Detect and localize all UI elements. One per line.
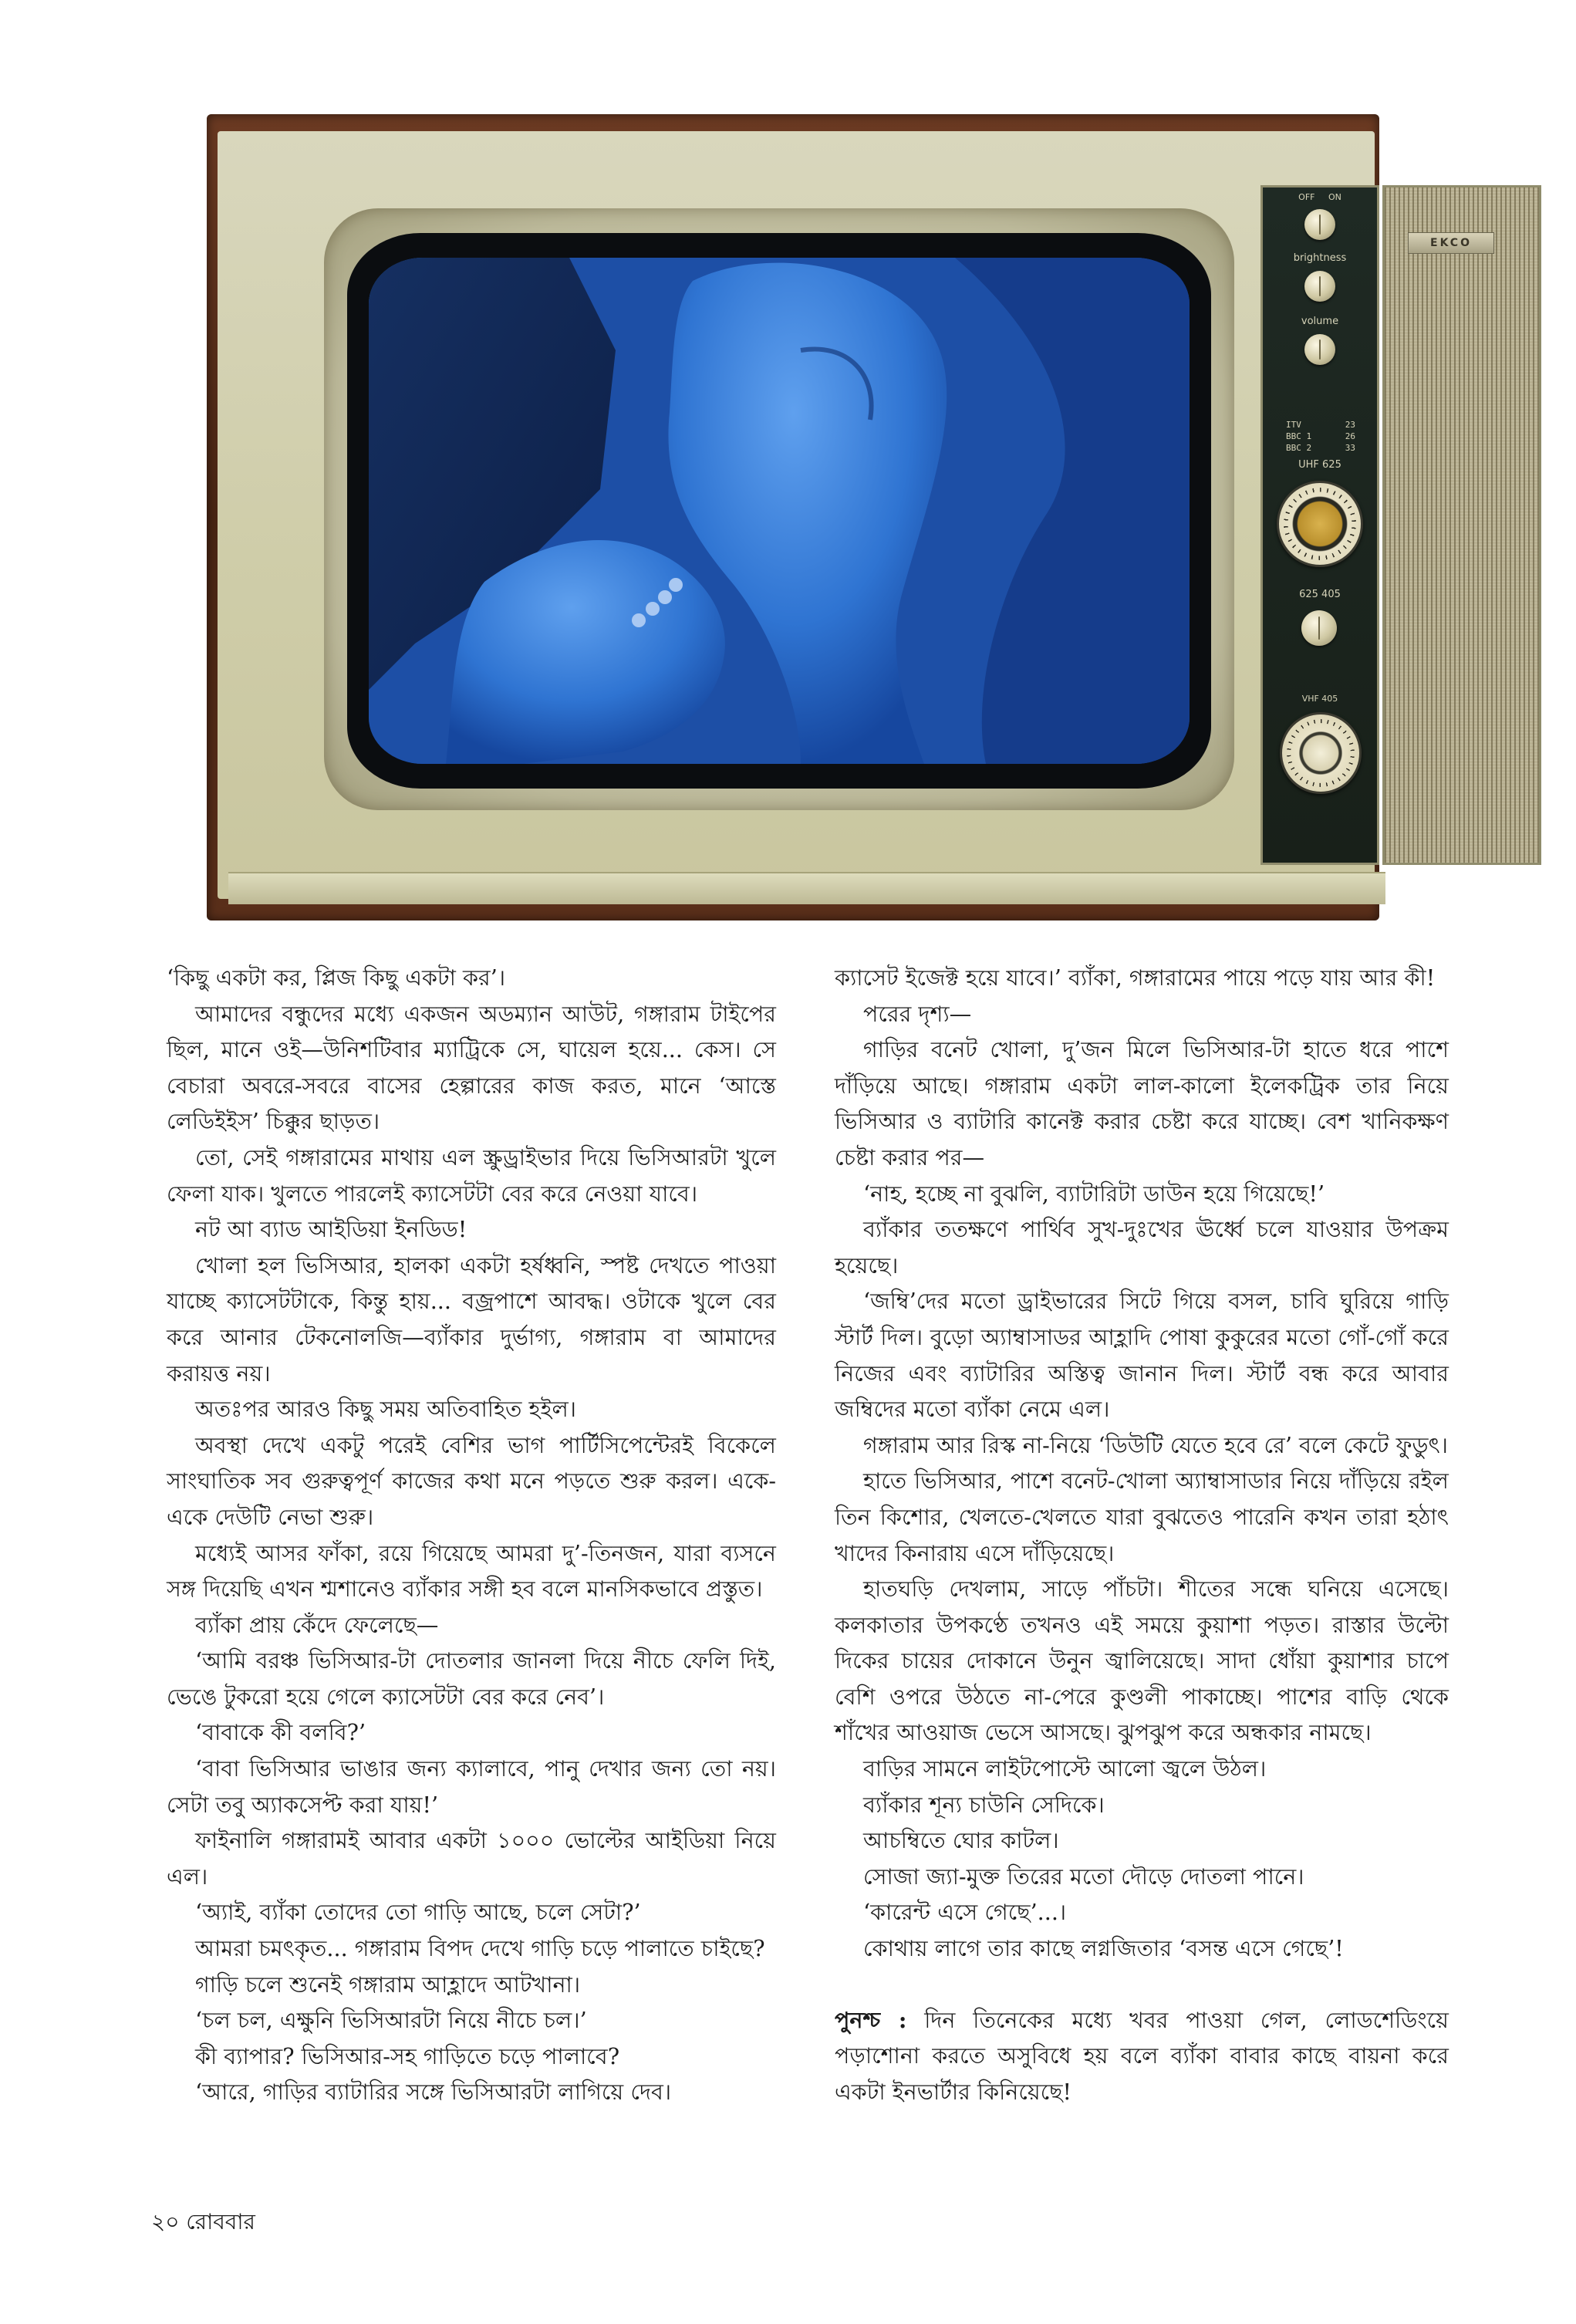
paragraph: ক্যাসেট ইজেক্ট হয়ে যাবে।’ ব্যাঁকা, গঙ্গারামের পায়ে পড়ে যায় আর কী! — [835, 964, 1436, 991]
control-panel — [1260, 185, 1379, 865]
brightness-knob — [1304, 271, 1335, 302]
channel-row — [1286, 419, 1355, 431]
speaker-grille — [1382, 185, 1541, 865]
power-labels — [1263, 192, 1377, 202]
paragraph: গঙ্গারাম আর রিস্ক না-নিয়ে ‘ডিউটি যেতে হবে রে’ বলে কেটে ফুডুৎ। — [863, 1431, 1449, 1458]
postscript — [835, 2002, 1449, 2110]
screen-image — [369, 258, 1190, 764]
paragraph: বাড়ির সামনে লাইটপোস্টে আলো জ্বলে উঠল। — [863, 1755, 1267, 1782]
paragraph: ‘চল চল, এক্ষুনি ভিসিআরটা নিয়ে নীচে চল।’ — [195, 2007, 587, 2034]
uhf-label: UHF 625 — [1298, 459, 1341, 471]
paragraph: হাতঘড়ি দেখলাম, সাড়ে পাঁচটা। শীতের সন্ধে ঘনিয়ে এসেছে। কলকাতার উপকণ্ঠে তখনও এই সময়ে কুয়াশা পড়ত। রাস্তার উল্টো দিকের চায়ের দোকানে উনুন জ্বালিয়েছে। সাদা ধোঁয়া কুয়াশার চাপে বেশি ওপরে উঠতে না-পেরে কুণ্ডলী পাকাচ্ছে। পাশের বাড়ি থেকে শাঁখের আওয়াজ ভেসে আসছে। ঝুপঝুপ করে অন্ধকার নামছে। — [835, 1576, 1449, 1746]
paragraph: খোলা হল ভিসিআর, হালকা একটা হর্ষধ্বনি, স্পষ্ট দেখতে পাওয়া যাচ্ছে ক্যাসেটটাকে, কিন্তু হায়... বজ্রপাশে আবদ্ধ। ওটাকে খুলে বের করে আনার টেকনোলজি—ব্যাঁকার দুর্ভাগ্য, গঙ্গারাম বা আমাদের করায়ত্ত নয়। — [167, 1252, 776, 1387]
paragraph: ‘বাবা ভিসিআর ভাঙার জন্য ক্যালাবে, পানু দেখার জন্য তো নয়। সেটা তবু অ্যাকসেপ্ট করা যায়!’ — [167, 1755, 776, 1818]
vhf-tuning-dial — [1280, 712, 1362, 794]
tv-illustration — [207, 114, 1472, 920]
channel-table — [1286, 419, 1355, 454]
paragraph: ব্যাঁকার শূন্য চাউনি সেদিকে। — [863, 1791, 1105, 1818]
paragraph: ফাইনালি গঙ্গারামই আবার একটা ১০০০ ভোল্টের আইডিয়া নিয়ে এল। — [167, 1827, 776, 1890]
paragraph: অতঃপর আরও কিছু সময় অতিবাহিত হইল। — [195, 1396, 576, 1423]
channel-number: 26 — [1345, 431, 1355, 441]
paragraph: তো, সেই গঙ্গারামের মাথায় এল স্ক্রুড্রাইভার দিয়ে ভিসিআরটা খুলে ফেলা যাক। খুলতে পারলেই ক্যাসেটটা বের করে নেওয়া যাবে। — [167, 1143, 776, 1207]
paragraph: আচম্বিতে ঘোর কাটল। — [863, 1827, 1059, 1854]
dial-scale — [1284, 488, 1356, 560]
article-left-column — [167, 960, 776, 2110]
paragraph: ‘অ্যাই, ব্যাঁকা তোদের তো গাড়ি আছে, চলে সেটা?’ — [195, 1899, 641, 1926]
paragraph: আমাদের বন্ধুদের মধ্যে একজন অডম্যান আউট, গঙ্গারাম টাইপের ছিল, মানে ওই—উনিশটিবার ম্যাট্রিকে সে, ঘায়েল হয়ে... কেস। সে বেচারা অবরে-সবরে বাসের হেল্পারের কাজ করত, মানে ‘আস্তে লেডিইইস’ চিক্কুর ছাড়ত। — [167, 1000, 776, 1135]
system-label: 625 405 — [1299, 589, 1341, 600]
paragraph: পরের দৃশ্য— — [863, 1000, 972, 1027]
paragraph: কী ব্যাপার? ভিসিআর-সহ গাড়িতে চড়ে পালাবে? — [195, 2042, 620, 2069]
blue-figure-image — [369, 258, 1190, 764]
uhf-tuning-dial — [1277, 481, 1363, 567]
channel-row — [1286, 431, 1355, 442]
brightness-label: brightness — [1293, 252, 1347, 264]
channel-name: BBC 2 — [1286, 443, 1312, 453]
postscript-label: পুনশ্চ : — [835, 2006, 907, 2033]
paragraph: ‘আরে, গাড়ির ব্যাটারির সঙ্গে ভিসিআরটা লাগিয়ে দেব। — [195, 2079, 672, 2106]
paragraph: ‘বাবাকে কী বলবি?’ — [195, 1719, 366, 1746]
paragraph: নট আ ব্যাড আইডিয়া ইনডিড! — [195, 1216, 467, 1243]
paragraph: ‘জম্বি’দের মতো ড্রাইভারের সিটে গিয়ে বসল, চাবি ঘুরিয়ে গাড়ি স্টার্ট দিল। বুড়ো অ্যাম্বাসাডর আহ্লাদি পোষা কুকুরের মতো গোঁ-গোঁ করে নিজের এবং ব্যাটারির অস্তিত্ব জানান দিল। স্টার্ট বন্ধ করে আবার জম্বিদের মতো ব্যাঁকা নেমে এল। — [835, 1288, 1449, 1423]
power-knob — [1304, 209, 1335, 240]
channel-number: 33 — [1345, 443, 1355, 453]
postscript-text: দিন তিনেকের মধ্যে খবর পাওয়া গেল, লোডশেডিংয়ে পড়াশোনা করতে অসুবিধে হয় বলে ব্যাঁকা বাবার কাছে বায়না করে একটা ইনভার্টার কিনিয়েছে! — [835, 2006, 1449, 2105]
paragraph: ‘কিছু একটা কর, প্লিজ কিছু একটা কর’। — [167, 964, 506, 991]
brand-logo: EKCO — [1408, 232, 1494, 254]
vhf-label: VHF 405 — [1301, 694, 1338, 704]
paragraph: কোথায় লাগে তার কাছে লগ্নজিতার ‘বসন্ত এসে গেছে’! — [863, 1935, 1344, 1962]
paragraph: হাতে ভিসিআর, পাশে বনেট-খোলা অ্যাম্বাসাডার নিয়ে দাঁড়িয়ে রইল তিন কিশোর, খেলতে-খেলতে যারা বুঝতেও পারেনি কখন তারা হঠাৎ খাদের কিনারায় এসে দাঁড়িয়েছে। — [835, 1468, 1449, 1566]
article-right-column — [835, 960, 1449, 2110]
paragraph: ব্যাঁকা প্রায় কেঁদে ফেলেছে— — [195, 1611, 439, 1638]
channel-row — [1286, 442, 1355, 454]
tv-front-panel — [218, 131, 1472, 899]
page-folio: ২০ রোববার — [151, 2209, 255, 2234]
paragraph: গাড়ি চলে শুনেই গঙ্গারাম আহ্লাদে আটখানা। — [195, 1971, 581, 1998]
channel-name: BBC 1 — [1286, 431, 1312, 441]
paragraph: ‘আমি বরঞ্চ ভিসিআর-টা দোতলার জানলা দিয়ে নীচে ফেলি দিই, ভেঙে টুকরো হয়ে গেলে ক্যাসেটটা বের করে নেব’। — [167, 1647, 776, 1710]
paragraph: ‘কারেন্ট এসে গেছে’...। — [863, 1899, 1067, 1926]
off-label: OFF — [1298, 192, 1315, 202]
dial-scale — [1287, 719, 1355, 787]
channel-name: ITV — [1286, 420, 1301, 430]
system-switch-knob — [1301, 610, 1337, 646]
paragraph: আমরা চমৎকৃত... গঙ্গারাম বিপদ দেখে গাড়ি চড়ে পালাতে চাইছে? — [195, 1935, 765, 1962]
paragraph: ‘নাহ, হচ্ছে না বুঝলি, ব্যাটারিটা ডাউন হয়ে গিয়েছে!’ — [863, 1180, 1325, 1207]
paragraph: গাড়ির বনেট খোলা, দু’জন মিলে ভিসিআর-টা হাতে ধরে পাশে দাঁড়িয়ে আছে। গঙ্গারাম একটা লাল-কালো ইলেকট্রিক তার নিয়ে ভিসিআর ও ব্যাটারি কানেক্ট করার চেষ্টা করে যাচ্ছে। বেশ খানিকক্ষণ চেষ্টা করার পর— — [835, 1036, 1449, 1170]
paragraph: সোজা জ্যা-মুক্ত তিরের মতো দৌড়ে দোতলা পানে। — [863, 1863, 1304, 1890]
volume-label: volume — [1301, 316, 1339, 327]
tv-screen — [347, 233, 1211, 789]
channel-number: 23 — [1345, 420, 1355, 430]
paragraph: ব্যাঁকার ততক্ষণে পার্থিব সুখ-দুঃখের ঊর্ধ্বে চলে যাওয়ার উপক্রম হয়েছে। — [835, 1216, 1449, 1279]
paragraph: মধ্যেই আসর ফাঁকা, রয়ে গিয়েছে আমরা দু’-তিনজন, যারা ব্যসনে সঙ্গ দিয়েছি এখন শ্মশানেও ব্যাঁকার সঙ্গী হব বলে মানসিকভাবে প্রস্তুত। — [167, 1539, 776, 1603]
volume-knob — [1304, 334, 1335, 365]
on-label: ON — [1328, 192, 1341, 202]
paragraph: অবস্থা দেখে একটু পরেই বেশির ভাগ পার্টিসিপেন্টেরই বিকেলে সাংঘাতিক সব গুরুত্বপূর্ণ কাজের কথা মনে পড়তে শুরু করল। একে-একে দেউটি নেভা শুরু। — [167, 1431, 776, 1530]
tv-bottom-rail — [228, 872, 1385, 904]
